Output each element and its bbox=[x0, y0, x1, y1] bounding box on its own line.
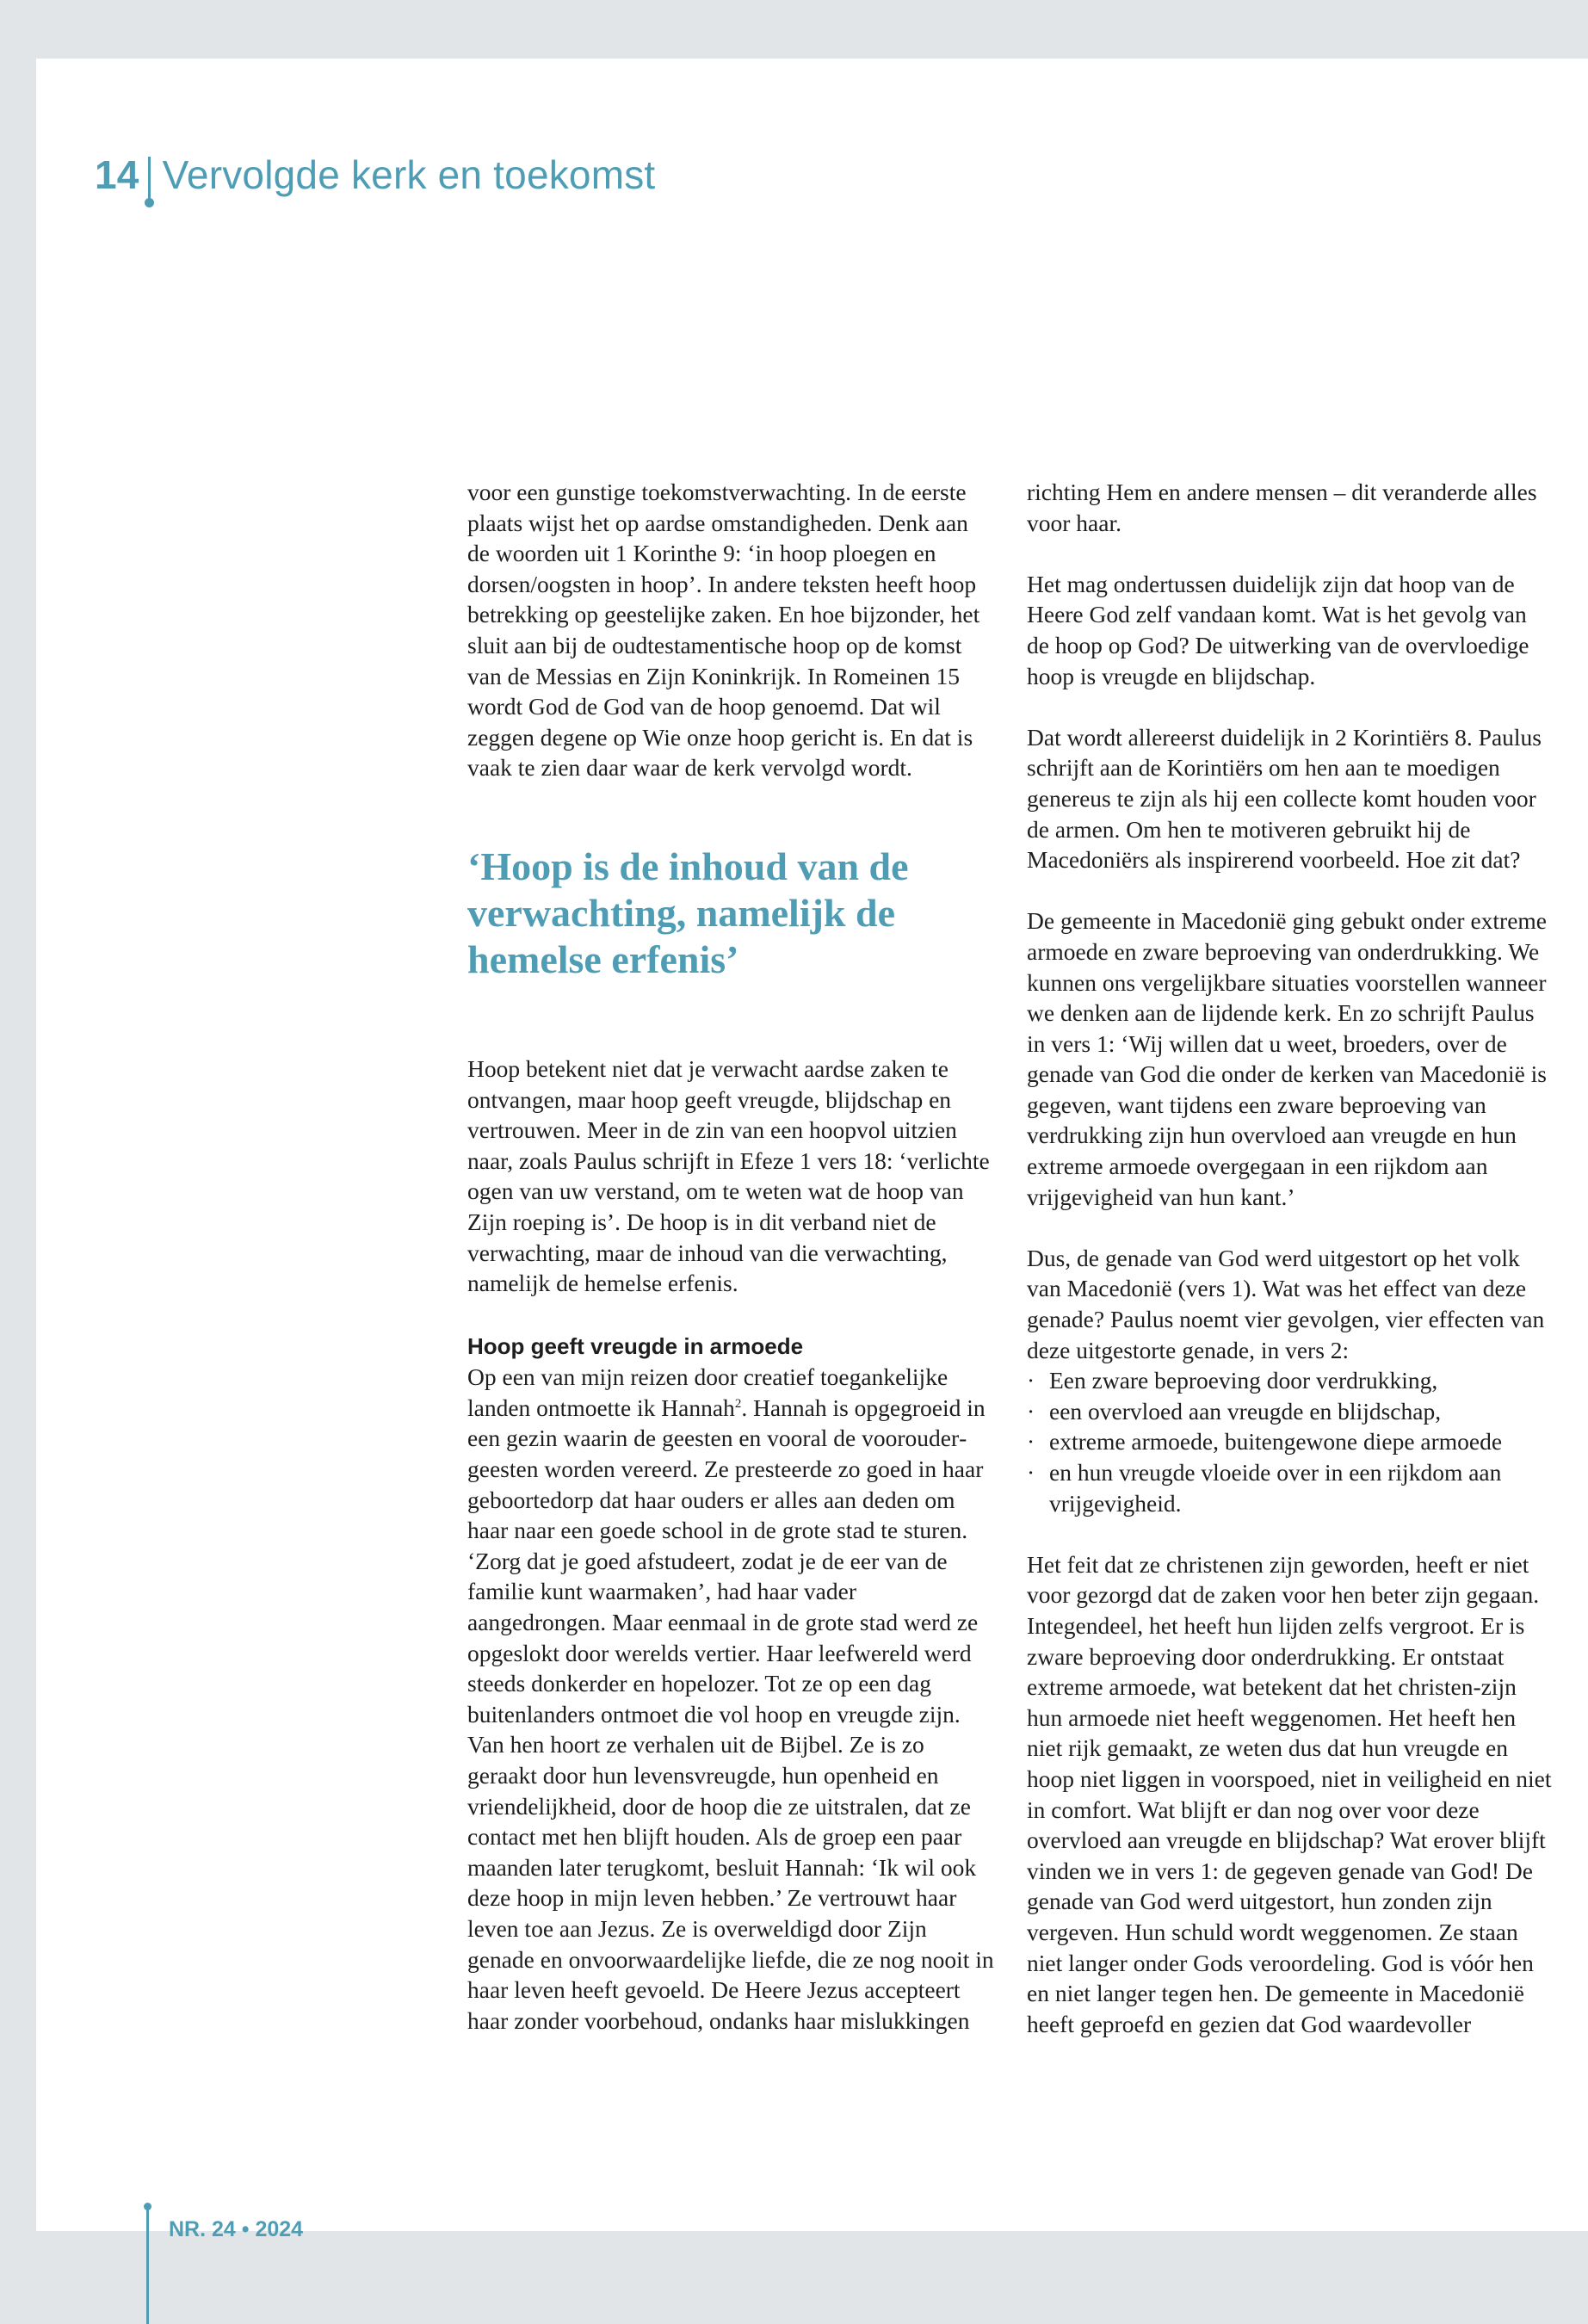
paragraph-hannah bbox=[467, 1362, 994, 2036]
section-title: Vervolgde kerk en toekomst bbox=[162, 152, 656, 197]
paragraph-continuation: richting Hem en andere mensen – dit veranderde alles voor haar. bbox=[1027, 479, 1537, 536]
paragraph-hannah-rest: . Hannah is opgegroeid in een gezin waarin de geesten en vooral de vooroudergeesten worden vereerd. Ze presteerde zo goed in haar geboortedorp dat haar ouders er alles aan deden om haar naar een goede school in de grote stad te sturen. ‘Zorg dat je goed afstudeert, zodat je de eer van de familie kunt waarmaken’, had haar vader aangedrongen. Maar eenmaal in de grote stad werd ze opgeslokt door werelds vertier. Haar leefwereld werd steeds donkerder en hopelozer. Tot ze op een dag buitenlanders ontmoet die vol hoop en vreugde zijn. Van hen hoort ze verhalen uit de Bijbel. Ze is zo geraakt door hun levensvreugde, hun openheid en vriendelijkheid, door de hoop die ze uitstralen, dat ze contact met hen blijft houden. Als de groep een paar maanden later terugkomt, besluit Hannah: ‘Ik wil ook deze hoop in mijn leven hebben.’ Ze vertrouwt haar leven toe aan Jezus. Ze is overweldigd door Zijn genade en onvoorwaardelijke liefde, die ze nog nooit in haar leven heeft gevoeld. De Heere Jezus accepteert haar zonder voorbehoud, ondanks haar mislukkingen bbox=[467, 1394, 994, 2034]
header-divider bbox=[148, 157, 151, 200]
list-item: · en hun vreugde vloeide over in een rijkdom aan vrijgevigheid. bbox=[1027, 1457, 1552, 1518]
page-header bbox=[95, 151, 655, 198]
paragraph-hope-meaning: Hoop betekent niet dat je verwacht aardse zaken te ontvangen, maar hoop geeft vreugde, blijdschap en vertrouwen. Meer in de zin van een hoopvol uitzien naar, zoals Paulus schrijft in Efeze 1 vers 18: ‘verlichte ogen van uw verstand, om te weten wat de hoop van Zijn roeping is’. De hoop is in dit verband niet de verwachting, maar de inhoud van die verwachting, namelijk de hemelse erfenis. bbox=[467, 1054, 990, 1297]
intro-paragraph: voor een gunstige toekomstverwachting. In de eerste plaats wijst het op aardse omstandigheden. Denk aan de woorden uit 1 Korinthe 9: ‘in hoop ploegen en dorsen/oogsten in hoop’. In andere teksten heeft hoop betrekking op geestelijke zaken. En hoe bijzonder, het sluit aan bij de oudtestamentische hoop op de komst van de Messias en Zijn Koninkrijk. In Romeinen 15 wordt God de God van de hoop genoemd. Dat wil zeggen degene op Wie onze hoop gericht is. En dat is vaak te zien daar waar de kerk vervolgd wordt. bbox=[467, 479, 980, 782]
magazine-page bbox=[36, 59, 1588, 2241]
issue-number: NR. 24 • 2024 bbox=[169, 2217, 304, 2241]
effects-list bbox=[1027, 1365, 1552, 1518]
pull-quote: ‘Hoop is de inhoud van de verwachting, namelijk de hemelse erfenis’ bbox=[467, 844, 909, 981]
paragraph-christians: Het feit dat ze christenen zijn geworden, heeft er niet voor gezorgd dat de zaken voor hen beter zijn gegaan. Integendeel, het heeft hun lijden zelfs vergroot. Er is zware beproeving door onderdrukking. Er ontstaat extreme armoede, wat betekent dat het christen-zijn hun armoede niet heeft weggenomen. Het heeft hen niet rijk gemaakt, ze weten dus dat hun vreugde en hoop niet liggen in voorspoed, niet in veiligheid en niet in comfort. Wat blijft er dan nog over voor deze overvloed aan vreugde en blijdschap? Wat erover blijft vinden we in vers 1: de gegeven genade van God! De genade van God werd uitgestort, hun zonden zijn vergeven. Hun schuld wordt weggenomen. Ze staan niet langer onder Gods veroordeling. God is vóór hen en niet langer tegen hen. De gemeente in Macedonië heeft geproefd en gezien dat God waardevoller bbox=[1027, 1550, 1552, 2037]
paragraph-grace-effects: Dus, de genade van God werd uitgestort op het volk van Macedonië (vers 1). Wat was het effect van deze genade? Paulus noemt vier gevolgen, vier effecten van deze uitgestorte genade, in vers 2: bbox=[1027, 1244, 1545, 1363]
paragraph-hannah-start: Op een van mijn reizen door creatief toegankelijke landen ontmoette ik Hannah bbox=[467, 1363, 948, 1421]
subheading: Hoop geeft vreugde in armoede bbox=[467, 1332, 804, 1359]
footnote-ref: 2 bbox=[734, 1396, 742, 1411]
footer-divider bbox=[146, 2207, 149, 2324]
paragraph-macedonie: De gemeente in Macedonië ging gebukt onder extreme armoede en zware beproeving van onderdrukking. We kunnen ons vergelijkbare situaties voorstellen wanneer we denken aan de lijdende kerk. En zo schrijft Paulus in vers 1: ‘Wij willen dat u weet, broeders, over de genade van God die onder de kerken van Macedonië is gegeven, want tijdens een zware beproeving van verdrukking zijn hun overvloed aan vreugde en hun extreme armoede overgegaan in een rijkdom aan vrijgevigheid van hun kant.’ bbox=[1027, 907, 1548, 1210]
list-item: · extreme armoede, buitengewone diepe armoede bbox=[1027, 1426, 1552, 1457]
list-item: · Een zware beproeving door verdrukking, bbox=[1027, 1365, 1552, 1396]
right-column bbox=[1027, 477, 1552, 2039]
paragraph-hope-from-god: Het mag ondertussen duidelijk zijn dat hoop van de Heere God zelf vandaan komt. Wat is het gevolg van de hoop op God? De uitwerking van de overvloedige hoop is vreugde en blijdschap. bbox=[1027, 570, 1529, 689]
left-column bbox=[467, 477, 994, 2036]
list-item: · een overvloed aan vreugde en blijdschap, bbox=[1027, 1396, 1552, 1427]
paragraph-korintiers: Dat wordt allereerst duidelijk in 2 Korintiërs 8. Paulus schrijft aan de Korintiërs om hen aan te moedigen genereus te zijn als hij een collecte komt houden voor de armen. Om hen te motiveren gebruikt hij de Macedoniërs als inspirerend voorbeeld. Hoe zit dat? bbox=[1027, 723, 1542, 874]
page-number: 14 bbox=[95, 152, 139, 197]
